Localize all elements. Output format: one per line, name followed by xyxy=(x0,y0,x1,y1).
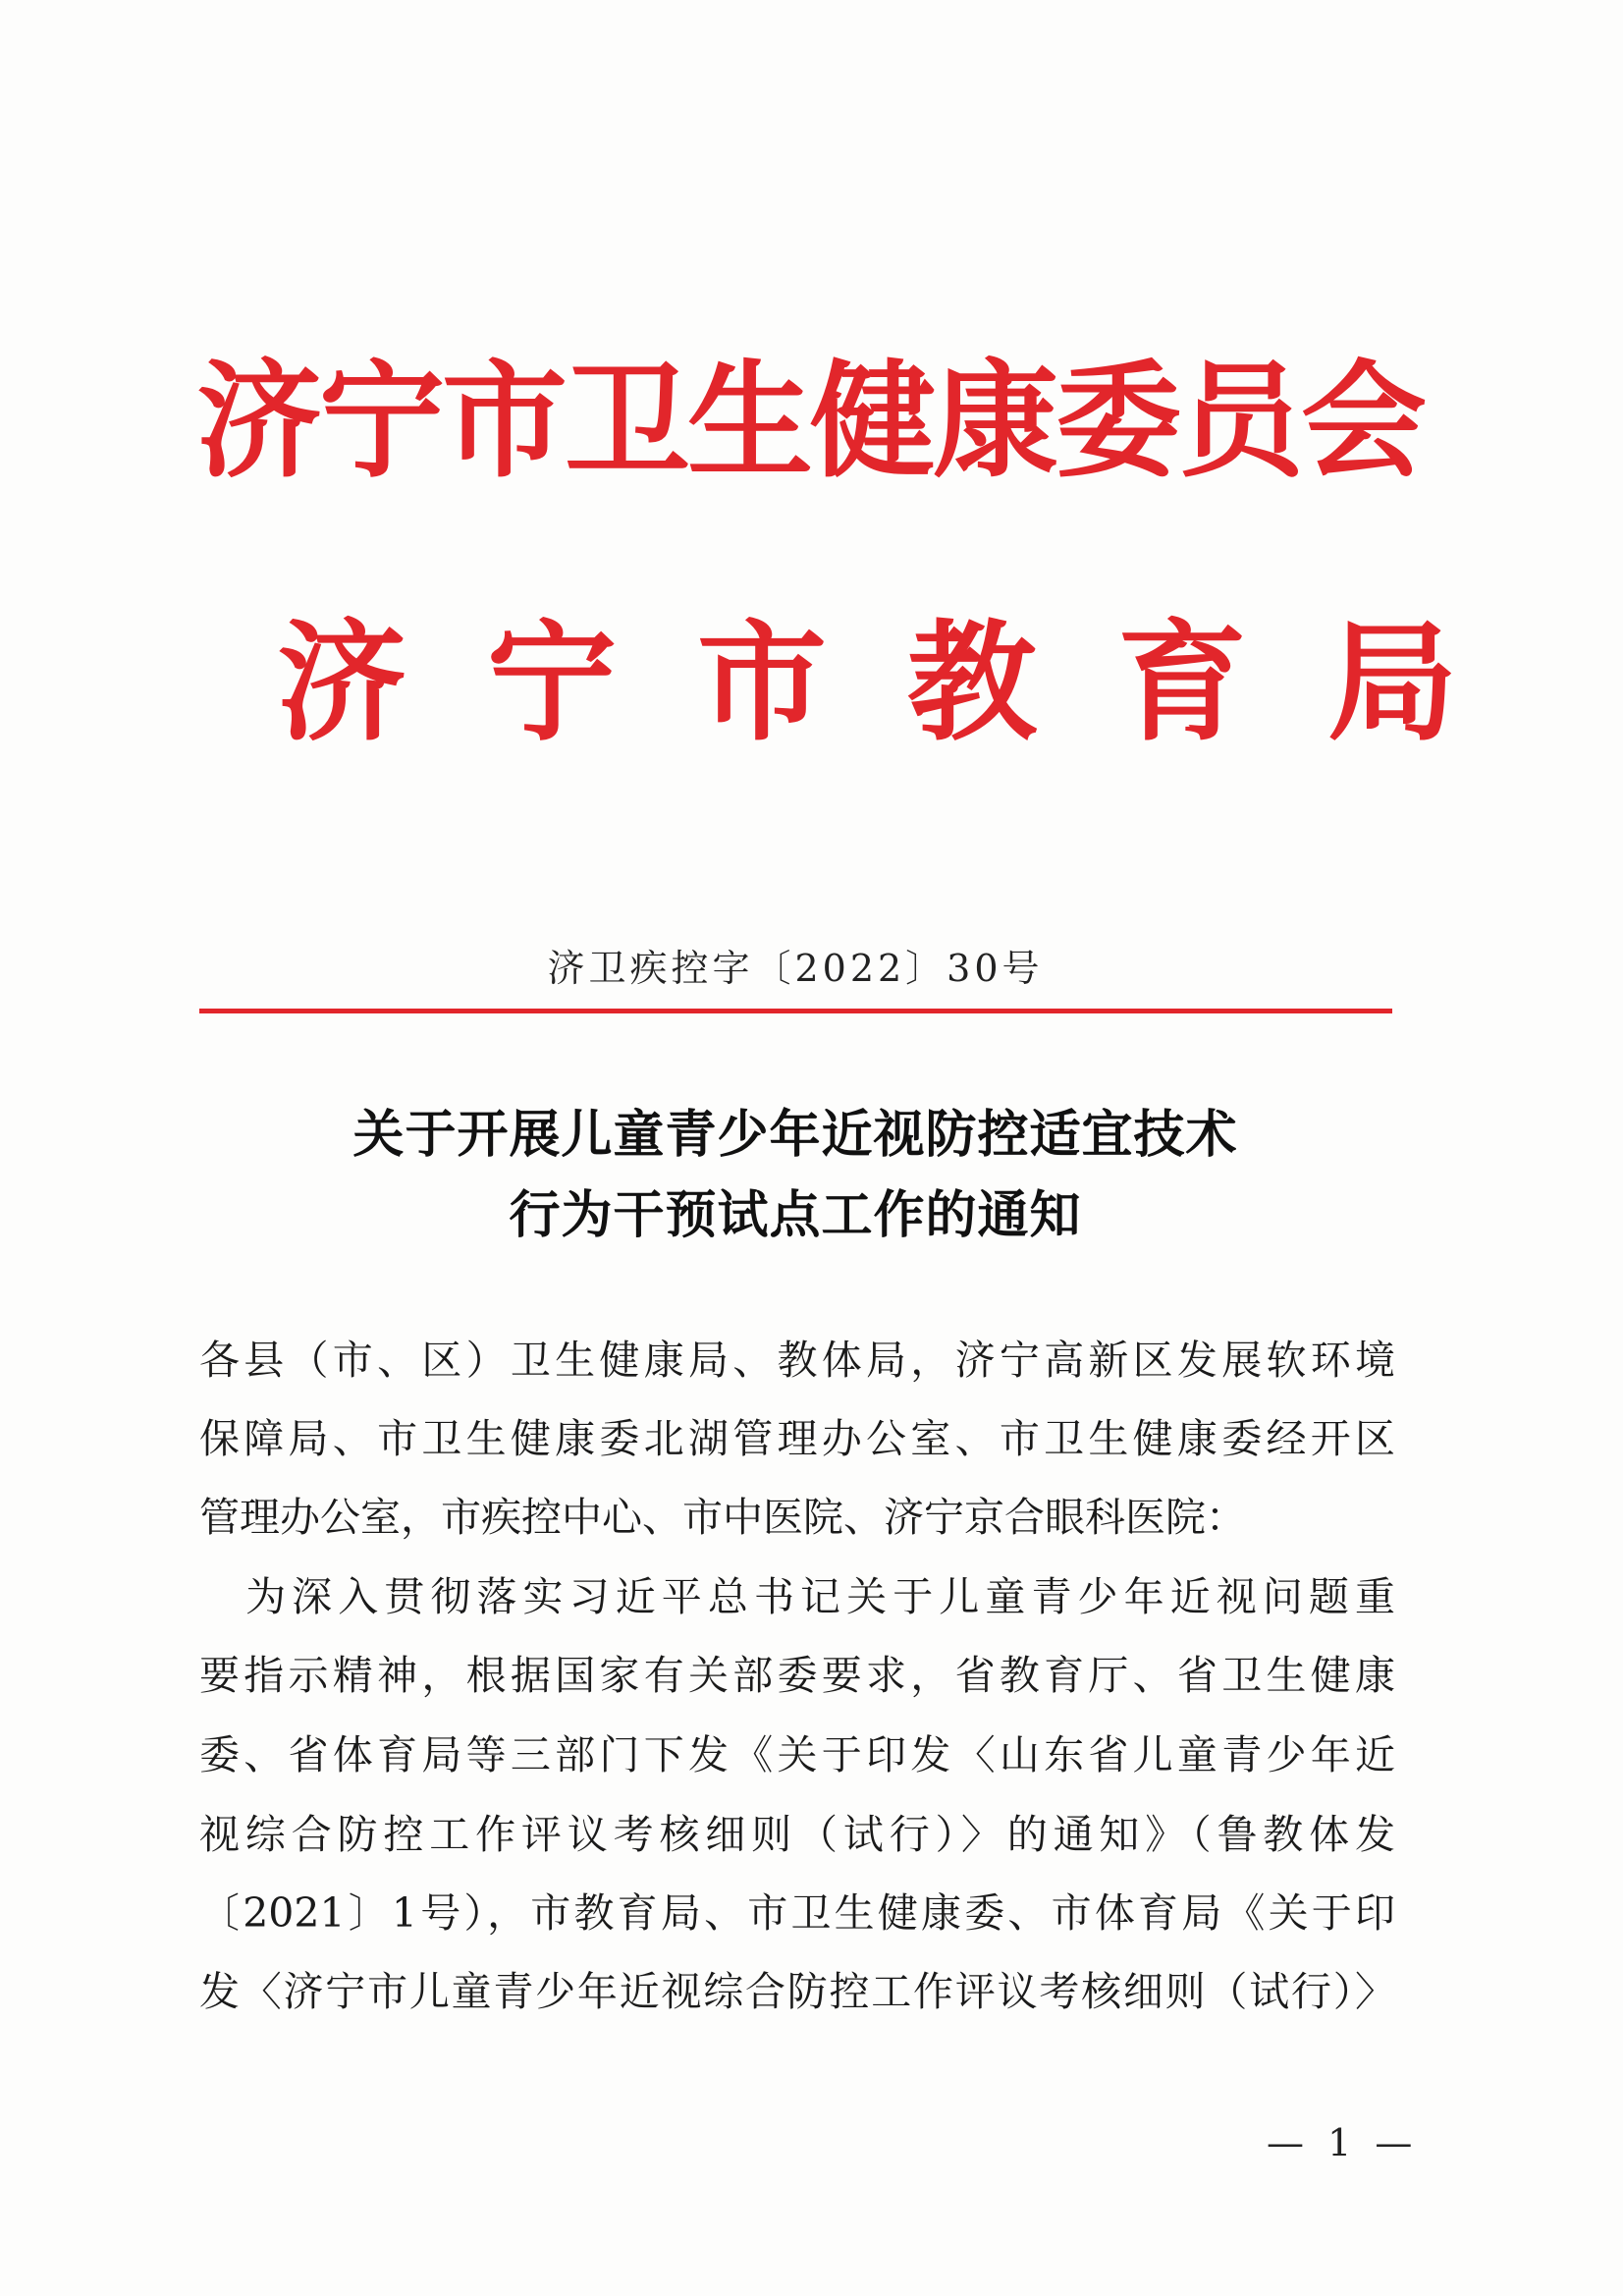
body-line-5: 要指示精神，根据国家有关部委要求，省教育厅、省卫生健康 xyxy=(199,1652,1395,1699)
document-title-line-1: 关于开展儿童青少年近视防控适宜技术 xyxy=(352,1105,1238,1165)
body-line-7: 视综合防控工作评议考核细则（试行）〉的通知》（鲁教体发 xyxy=(199,1811,1395,1858)
body-line-3: 管理办公室，市疾控中心、市中医院、济宁京合眼科医院： xyxy=(199,1494,1246,1541)
page-number: — 1 — xyxy=(1267,2121,1419,2164)
body-line-6: 委、省体育局等三部门下发《关于印发〈山东省儿童青少年近 xyxy=(199,1731,1395,1778)
issuing-org-health-commission: 济宁市卫生健康委员会 xyxy=(196,348,1425,495)
red-divider-line xyxy=(199,1009,1392,1013)
body-line-2: 保障局、市卫生健康委北湖管理办公室、市卫生健康委经开区 xyxy=(199,1415,1395,1462)
document-title-line-2: 行为干预试点工作的通知 xyxy=(509,1185,1082,1245)
document-number: 济卫疾控字〔2022〕30号 xyxy=(547,947,1044,990)
issuing-org-education-bureau: 济宁市教育局 xyxy=(277,607,1538,759)
body-line-8: 〔2021〕1号），市教育局、市卫生健康委、市体育局《关于印 xyxy=(199,1889,1395,1937)
body-line-9: 发〈济宁市儿童青少年近视综合防控工作评议考核细则（试行）〉 xyxy=(199,1968,1395,2015)
body-line-4: 为深入贯彻落实习近平总书记关于儿童青少年近视问题重 xyxy=(199,1573,1395,1620)
body-line-1: 各县（市、区）卫生健康局、教体局，济宁高新区发展软环境 xyxy=(199,1337,1395,1384)
